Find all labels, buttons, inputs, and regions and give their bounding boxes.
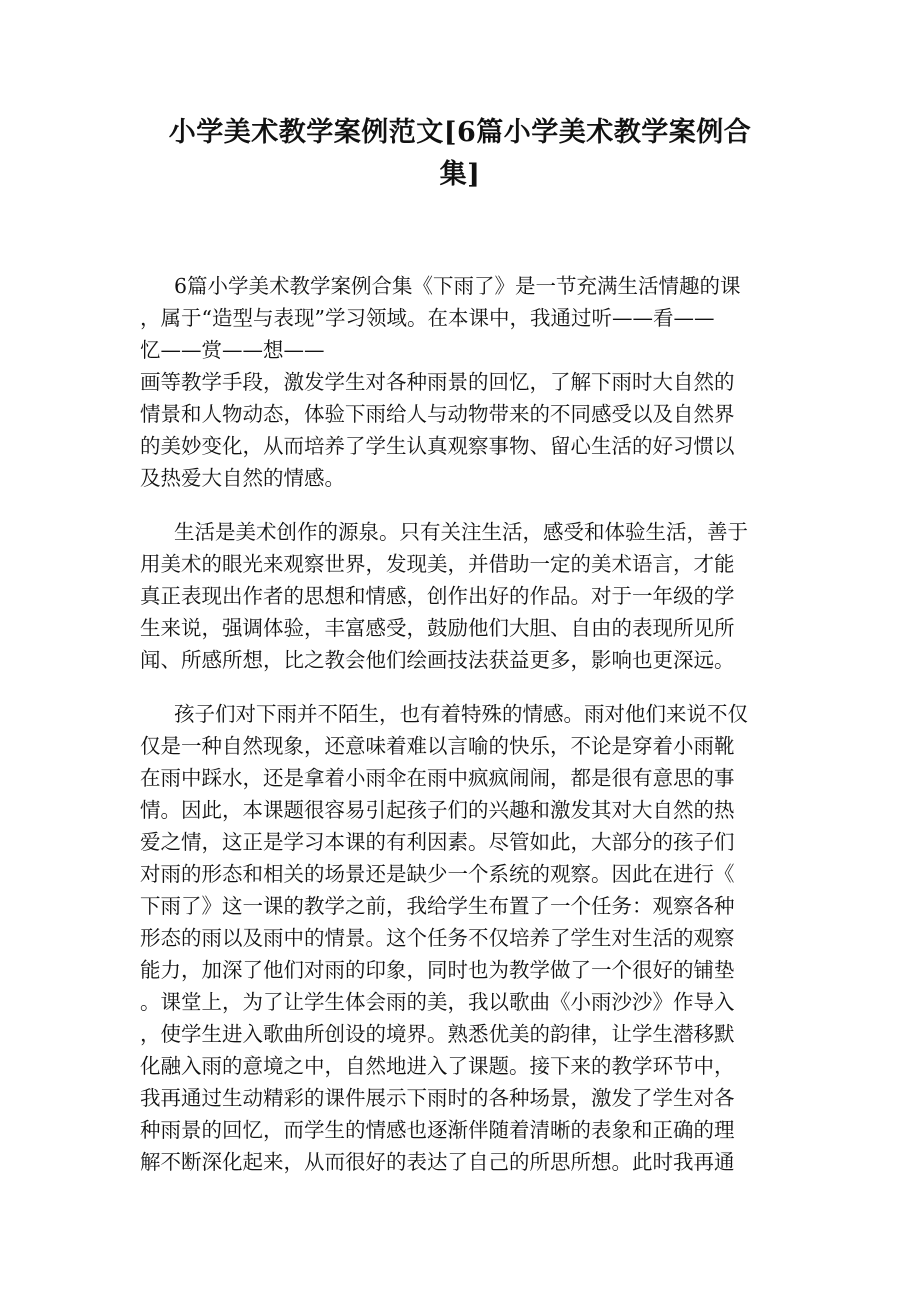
text-line: 生活是美术创作的源泉。只有关注生活，感受和体验生活，善于 [174,520,748,544]
paragraph-2 [140,516,780,676]
text-line: 对雨的形态和相关的场景还是缺少一个系统的观察。因此在进行《 [140,862,735,886]
text-line: 我再通过生动精彩的课件展示下雨时的各种场景，激发了学生对各 [140,1086,735,1110]
text-line: 情。因此，本课题很容易引起孩子们的兴趣和激发其对大自然的热 [140,798,735,822]
text-line: 真正表现出作者的思想和情感，创作出好的作品。对于一年级的学 [140,584,735,608]
text-line: 形态的雨以及雨中的情景。这个任务不仅培养了学生对生活的观察 [140,926,735,950]
text-line: 闻、所感所想，比之教会他们绘画技法获益更多，影响也更深远。 [140,648,735,672]
text-line: 生来说，强调体验，丰富感受，鼓励他们大胆、自由的表现所见所 [140,616,735,640]
text-line: 仅是一种自然现象，还意味着难以言喻的快乐，不论是穿着小雨靴 [140,734,735,758]
text-line: 6篇小学美术教学案例合集《下雨了》是一节充满生活情趣的课 [174,274,741,298]
text-line: 情景和人物动态，体验下雨给人与动物带来的不同感受以及自然界 [140,402,735,426]
text-line: 解不断深化起来，从而很好的表达了自己的所思所想。此时我再通 [140,1150,735,1174]
text-line: ，使学生进入歌曲所创设的境界。熟悉优美的韵律，让学生潜移默 [140,1022,735,1046]
document-body [140,270,780,1200]
paragraph-1 [140,270,780,494]
text-line: 及热爱大自然的情感。 [140,466,345,490]
paragraph-3 [140,698,780,1178]
text-line: ，属于“造型与表现”学习领域。在本课中，我通过听——看—— [140,306,715,330]
text-line: 下雨了》这一课的教学之前，我给学生布置了一个任务：观察各种 [140,894,735,918]
text-line: 种雨景的回忆，而学生的情感也逐渐伴随着清晰的表象和正确的理 [140,1118,735,1142]
title-line: 小学美术教学案例范文[6篇小学美术教学案例合 [168,117,752,148]
text-line: 在雨中踩水，还是拿着小雨伞在雨中疯疯闹闹，都是很有意思的事 [140,766,735,790]
text-line: 化融入雨的意境之中，自然地进入了课题。接下来的教学环节中， [140,1054,735,1078]
text-line: 忆——赏——想—— [140,338,325,362]
page-title [140,112,780,196]
text-line: 画等教学手段，激发学生对各种雨景的回忆，了解下雨时大自然的 [140,370,735,394]
text-line: 能力，加深了他们对雨的印象，同时也为教学做了一个很好的铺垫 [140,958,735,982]
text-line: 爱之情，这正是学习本课的有利因素。尽管如此，大部分的孩子们 [140,830,735,854]
text-line: 孩子们对下雨并不陌生，也有着特殊的情感。雨对他们来说不仅 [174,702,748,726]
title-line: 集] [439,159,481,190]
text-line: 。课堂上，为了让学生体会雨的美，我以歌曲《小雨沙沙》作导入 [140,990,735,1014]
text-line: 的美妙变化，从而培养了学生认真观察事物、留心生活的好习惯以 [140,434,735,458]
text-line: 用美术的眼光来观察世界，发现美，并借助一定的美术语言，才能 [140,552,735,576]
